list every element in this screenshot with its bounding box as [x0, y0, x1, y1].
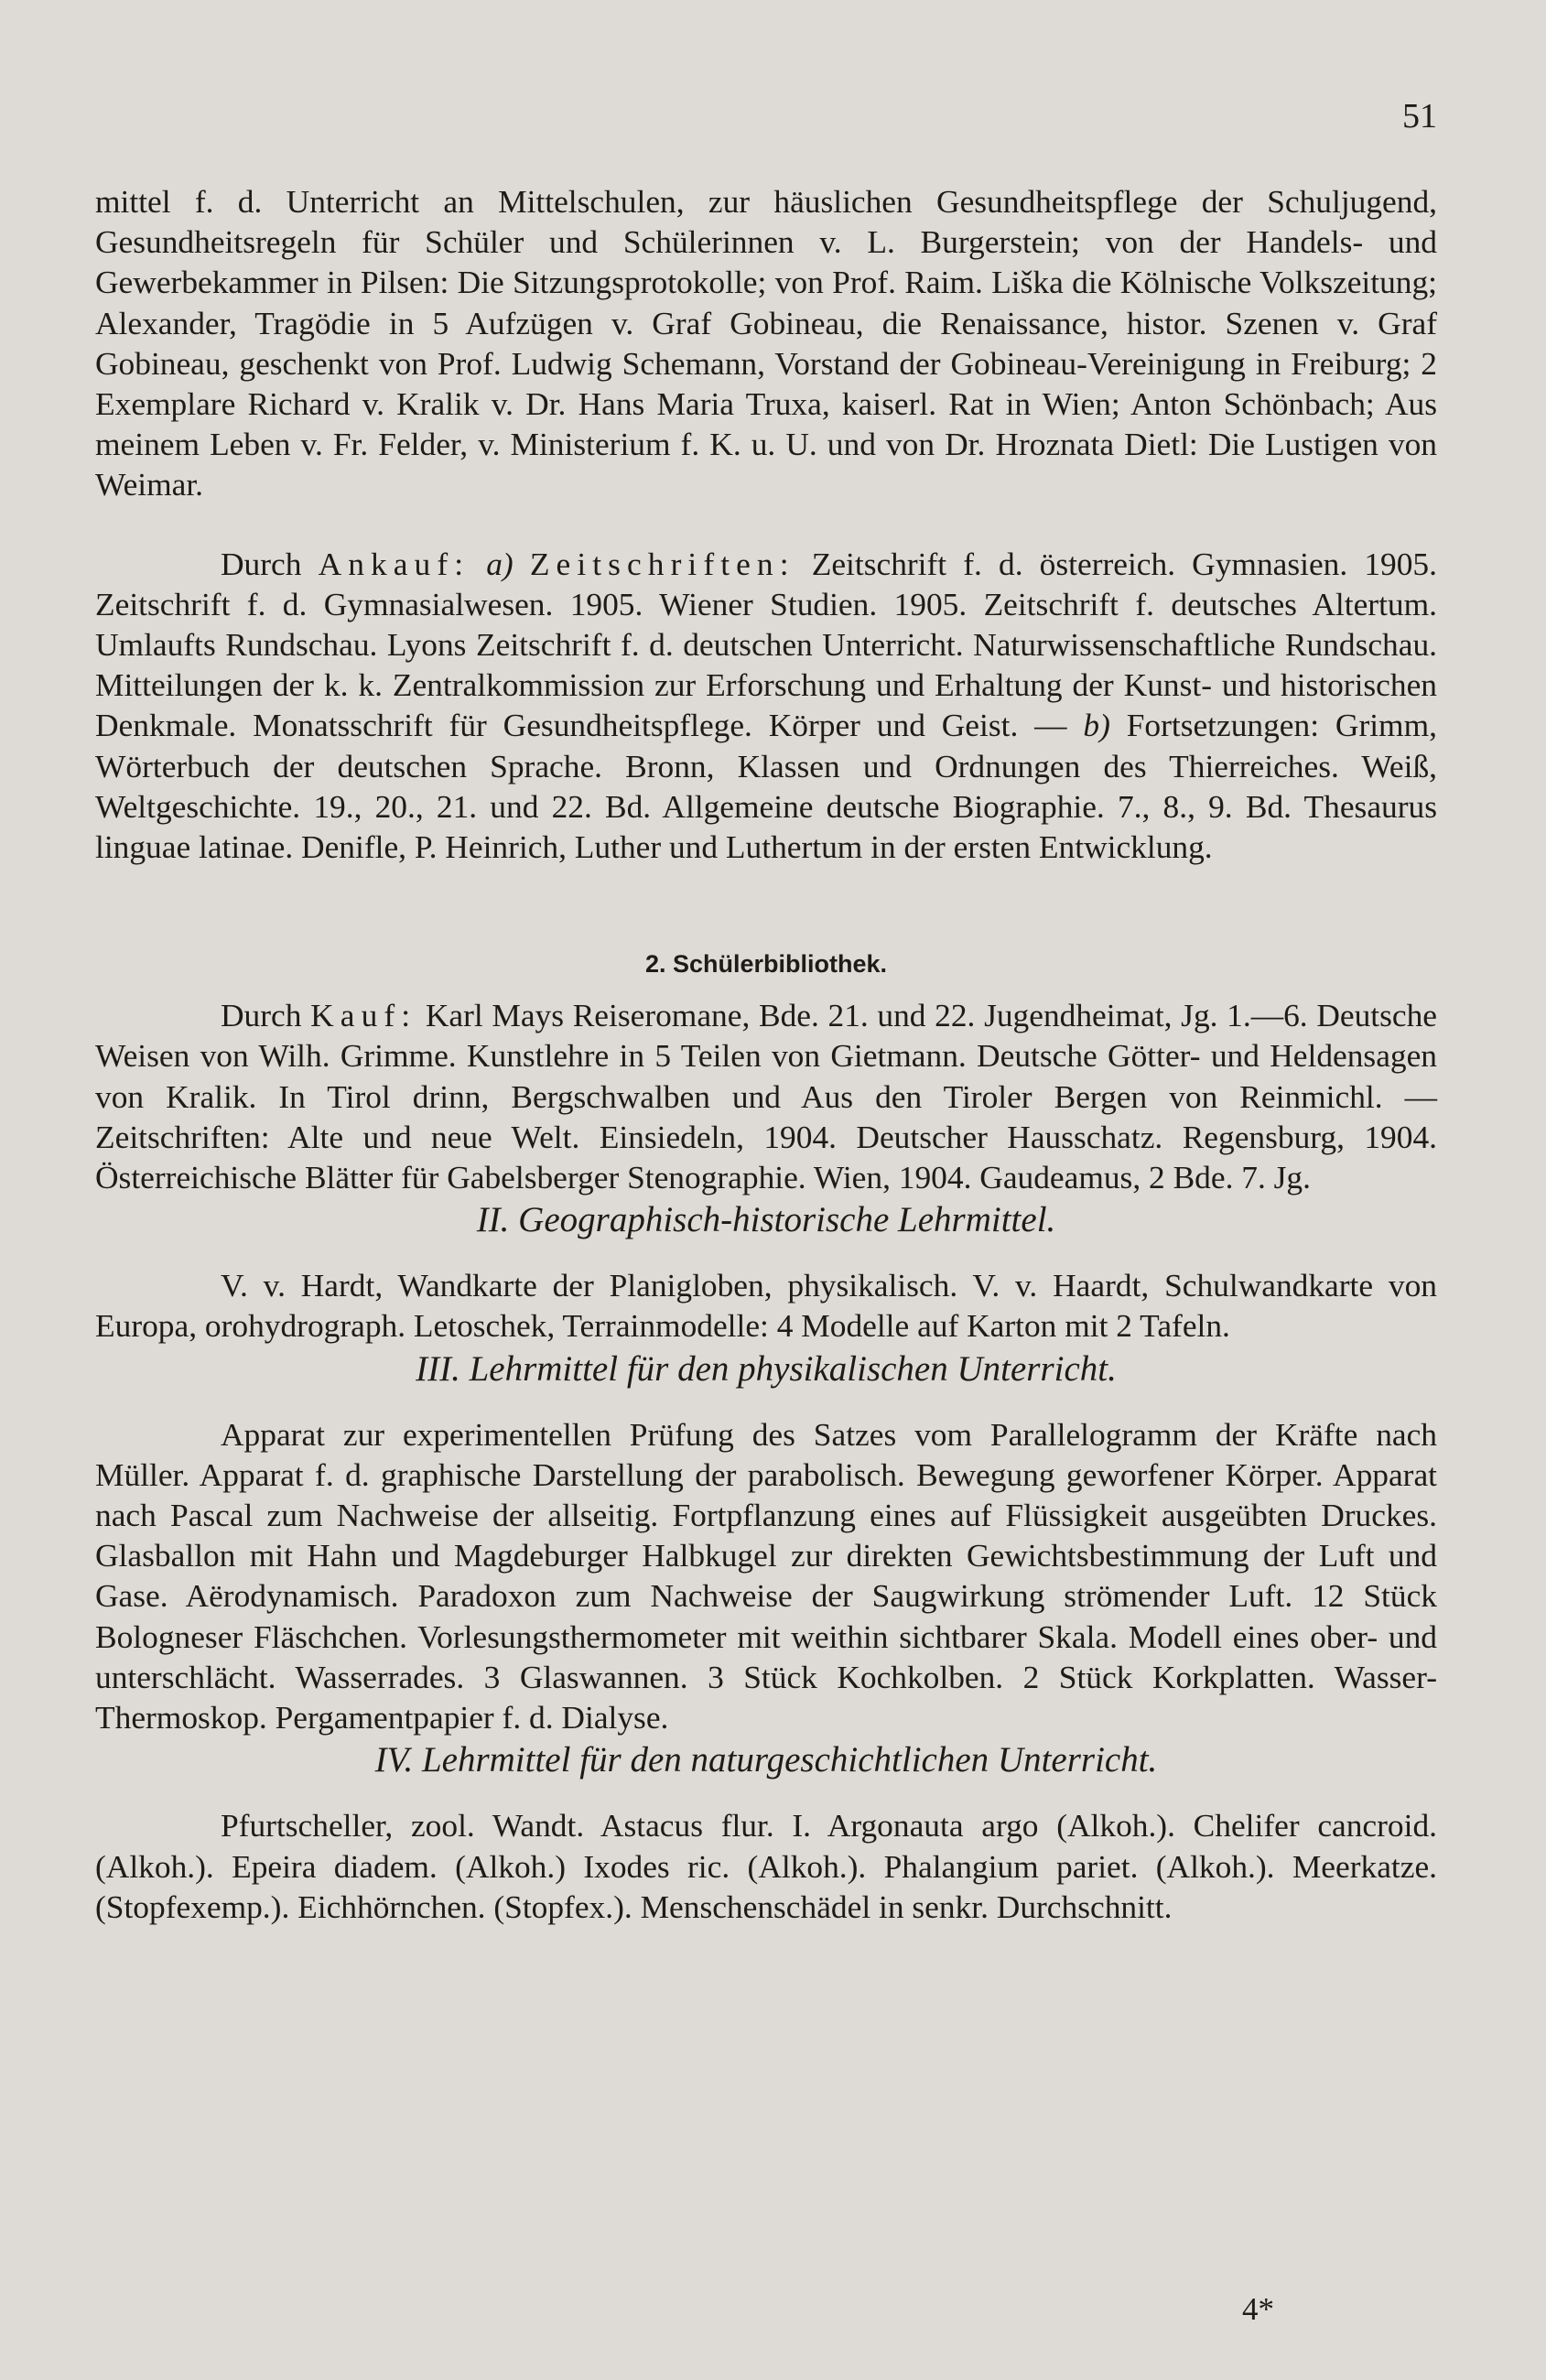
periodicals-list: Zeitschrift f. d. österreich. Gymnasien. 1905. Zeitschrift f. d. Gymnasialwesen. 1905. Wiener Studien. 1905. Zeitschrift f. deutsches Altertum. Umlaufts Rundschau. Lyons Zeitschrift f. d. deutschen Unterricht. Naturwissenschaftliche Rundschau. Mitteilungen der k. k. Zentralkommission zur Erforschung und Erhaltung der Kunst- und historischen Denkmale. Monatsschrift für Gesundheitspflege. Körper und Geist. —	[95, 545, 1437, 744]
paragraph-physics: Apparat zur experimentellen Prüfung des Satzes vom Parallelogramm der Kräfte nach Müller. Apparat f. d. graphische Darstellung der parabolisch. Bewegung geworfener Körper. Apparat nach Pascal zum Nachweise der allseitig. Fortpflanzung eines auf Flüssigkeit ausgeübten Druckes. Glasballon mit Hahn und Magdeburger Halbkugel zur direkten Gewichtsbestimmung der Luft und Gase. Aërodynamisch. Paradoxon zum Nachweise der Saugwirkung strömender Luft. 12 Stück Bologneser Fläschchen. Vorlesungsthermometer mit weithin sichtbarer Skala. Modell eines ober- und unterschlächt. Wasserrades. 3 Glaswannen. 3 Stück Kochkolben. 2 Stück Korkplatten. Wasser-Thermoskop. Pergamentpapier f. d. Dialyse.	[95, 1415, 1437, 1736]
student-purchase-lead: Durch	[221, 997, 302, 1034]
item-marker-b: b)	[1083, 707, 1110, 744]
page-number: 51	[1402, 97, 1437, 135]
student-purchase-label: Kauf:	[310, 997, 417, 1034]
heading-student-library: 2. Schülerbibliothek.	[644, 950, 888, 979]
purchase-label: Ankauf:	[318, 545, 470, 582]
periodicals-label: Zeitschriften:	[529, 545, 795, 582]
continuations-list: Fortsetzungen: Grimm, Wörterbuch der deutschen Sprache. Bronn, Klassen und Ordnungen des Thierreiches. Weiß, Weltgeschichte. 19., 20., 21. und 22. Bd. Allgemeine deutsche Biographie. 7., 8., 9. Bd. Thesaurus linguae latinae. Denifle, P. Heinrich, Luther und Luthertum in der ersten Entwicklung.	[95, 707, 1437, 866]
heading-natural-history: IV. Lehrmittel für den naturgeschichtlichen Unterricht.	[374, 1740, 1158, 1780]
student-purchase-list: Karl Mays Reiseromane, Bde. 21. und 22. Jugendheimat, Jg. 1.—6. Deutsche Weisen von Wilh. Grimme. Kunstlehre in 5 Teilen von Gietmann. Deutsche Götter- und Heldensagen von Kralik. In Tirol drinn, Bergschwalben und Aus den Tiroler Bergen von Reinmichl. — Zeitschriften: Alte und neue Welt. Einsiedeln, 1904. Deutscher Hausschatz. Regensburg, 1904. Österreichische Blätter für Gabelsberger Stenographie. Wien, 1904. Gaudeamus, 2 Bde. 7. Jg.	[95, 997, 1437, 1196]
paragraph-geography-history: V. v. Hardt, Wandkarte der Planigloben, physikalisch. V. v. Haardt, Schulwandkarte von Europa, orohydrograph. Letoschek, Terrainmodelle: 4 Modelle auf Karton mit 2 Tafeln.	[95, 1267, 1437, 1345]
paragraph-donations-continued: mittel f. d. Unterricht an Mittelschulen, zur häuslichen Gesundheitspflege der Schuljugend, Gesundheitsregeln für Schüler und Schülerinnen v. L. Burgerstein; von der Handels- und Gewerbekammer in Pilsen: Die Sitzungsprotokolle; von Prof. Raim. Liška die Kölnische Volkszeitung; Alexander, Tragödie in 5 Aufzügen v. Graf Gobineau, die Renaissance, histor. Szenen v. Graf Gobineau, geschenkt von Prof. Ludwig Schemann, Vorstand der Gobineau-Vereinigung in Freiburg; 2 Exemplare Richard v. Kralik v. Dr. Hans Maria Truxa, kaiserl. Rat in Wien; Anton Schönbach; Aus meinem Leben v. Fr. Felder, v. Ministerium f. K. u. U. und von Dr. Hroznata Dietl: Die Lustigen von Weimar.	[95, 183, 1437, 503]
heading-physics: III. Lehrmittel für den physikalischen Unterricht.	[416, 1348, 1117, 1389]
text-column	[95, 181, 1437, 1927]
paragraph-natural-history: Pfurtscheller, zool. Wandt. Astacus flur. I. Argonauta argo (Alkoh.). Chelifer cancroid. (Alkoh.). Epeira diadem. (Alkoh.) Ixodes ric. (Alkoh.). Phalangium pariet. (Alkoh.). Meerkatze. (Stopfexemp.). Eichhörnchen. (Stopfex.). Menschenschädel in senkr. Durchschnitt.	[95, 1807, 1437, 1925]
paragraph-student-library	[95, 995, 1437, 1197]
printer-signature: 4*	[1242, 2291, 1274, 2327]
item-marker-a: a)	[486, 545, 514, 582]
paragraph-purchases-periodicals	[95, 544, 1437, 868]
purchase-lead: Durch	[221, 545, 302, 582]
heading-geography-history: II. Geographisch-historische Lehrmittel.	[476, 1200, 1056, 1240]
